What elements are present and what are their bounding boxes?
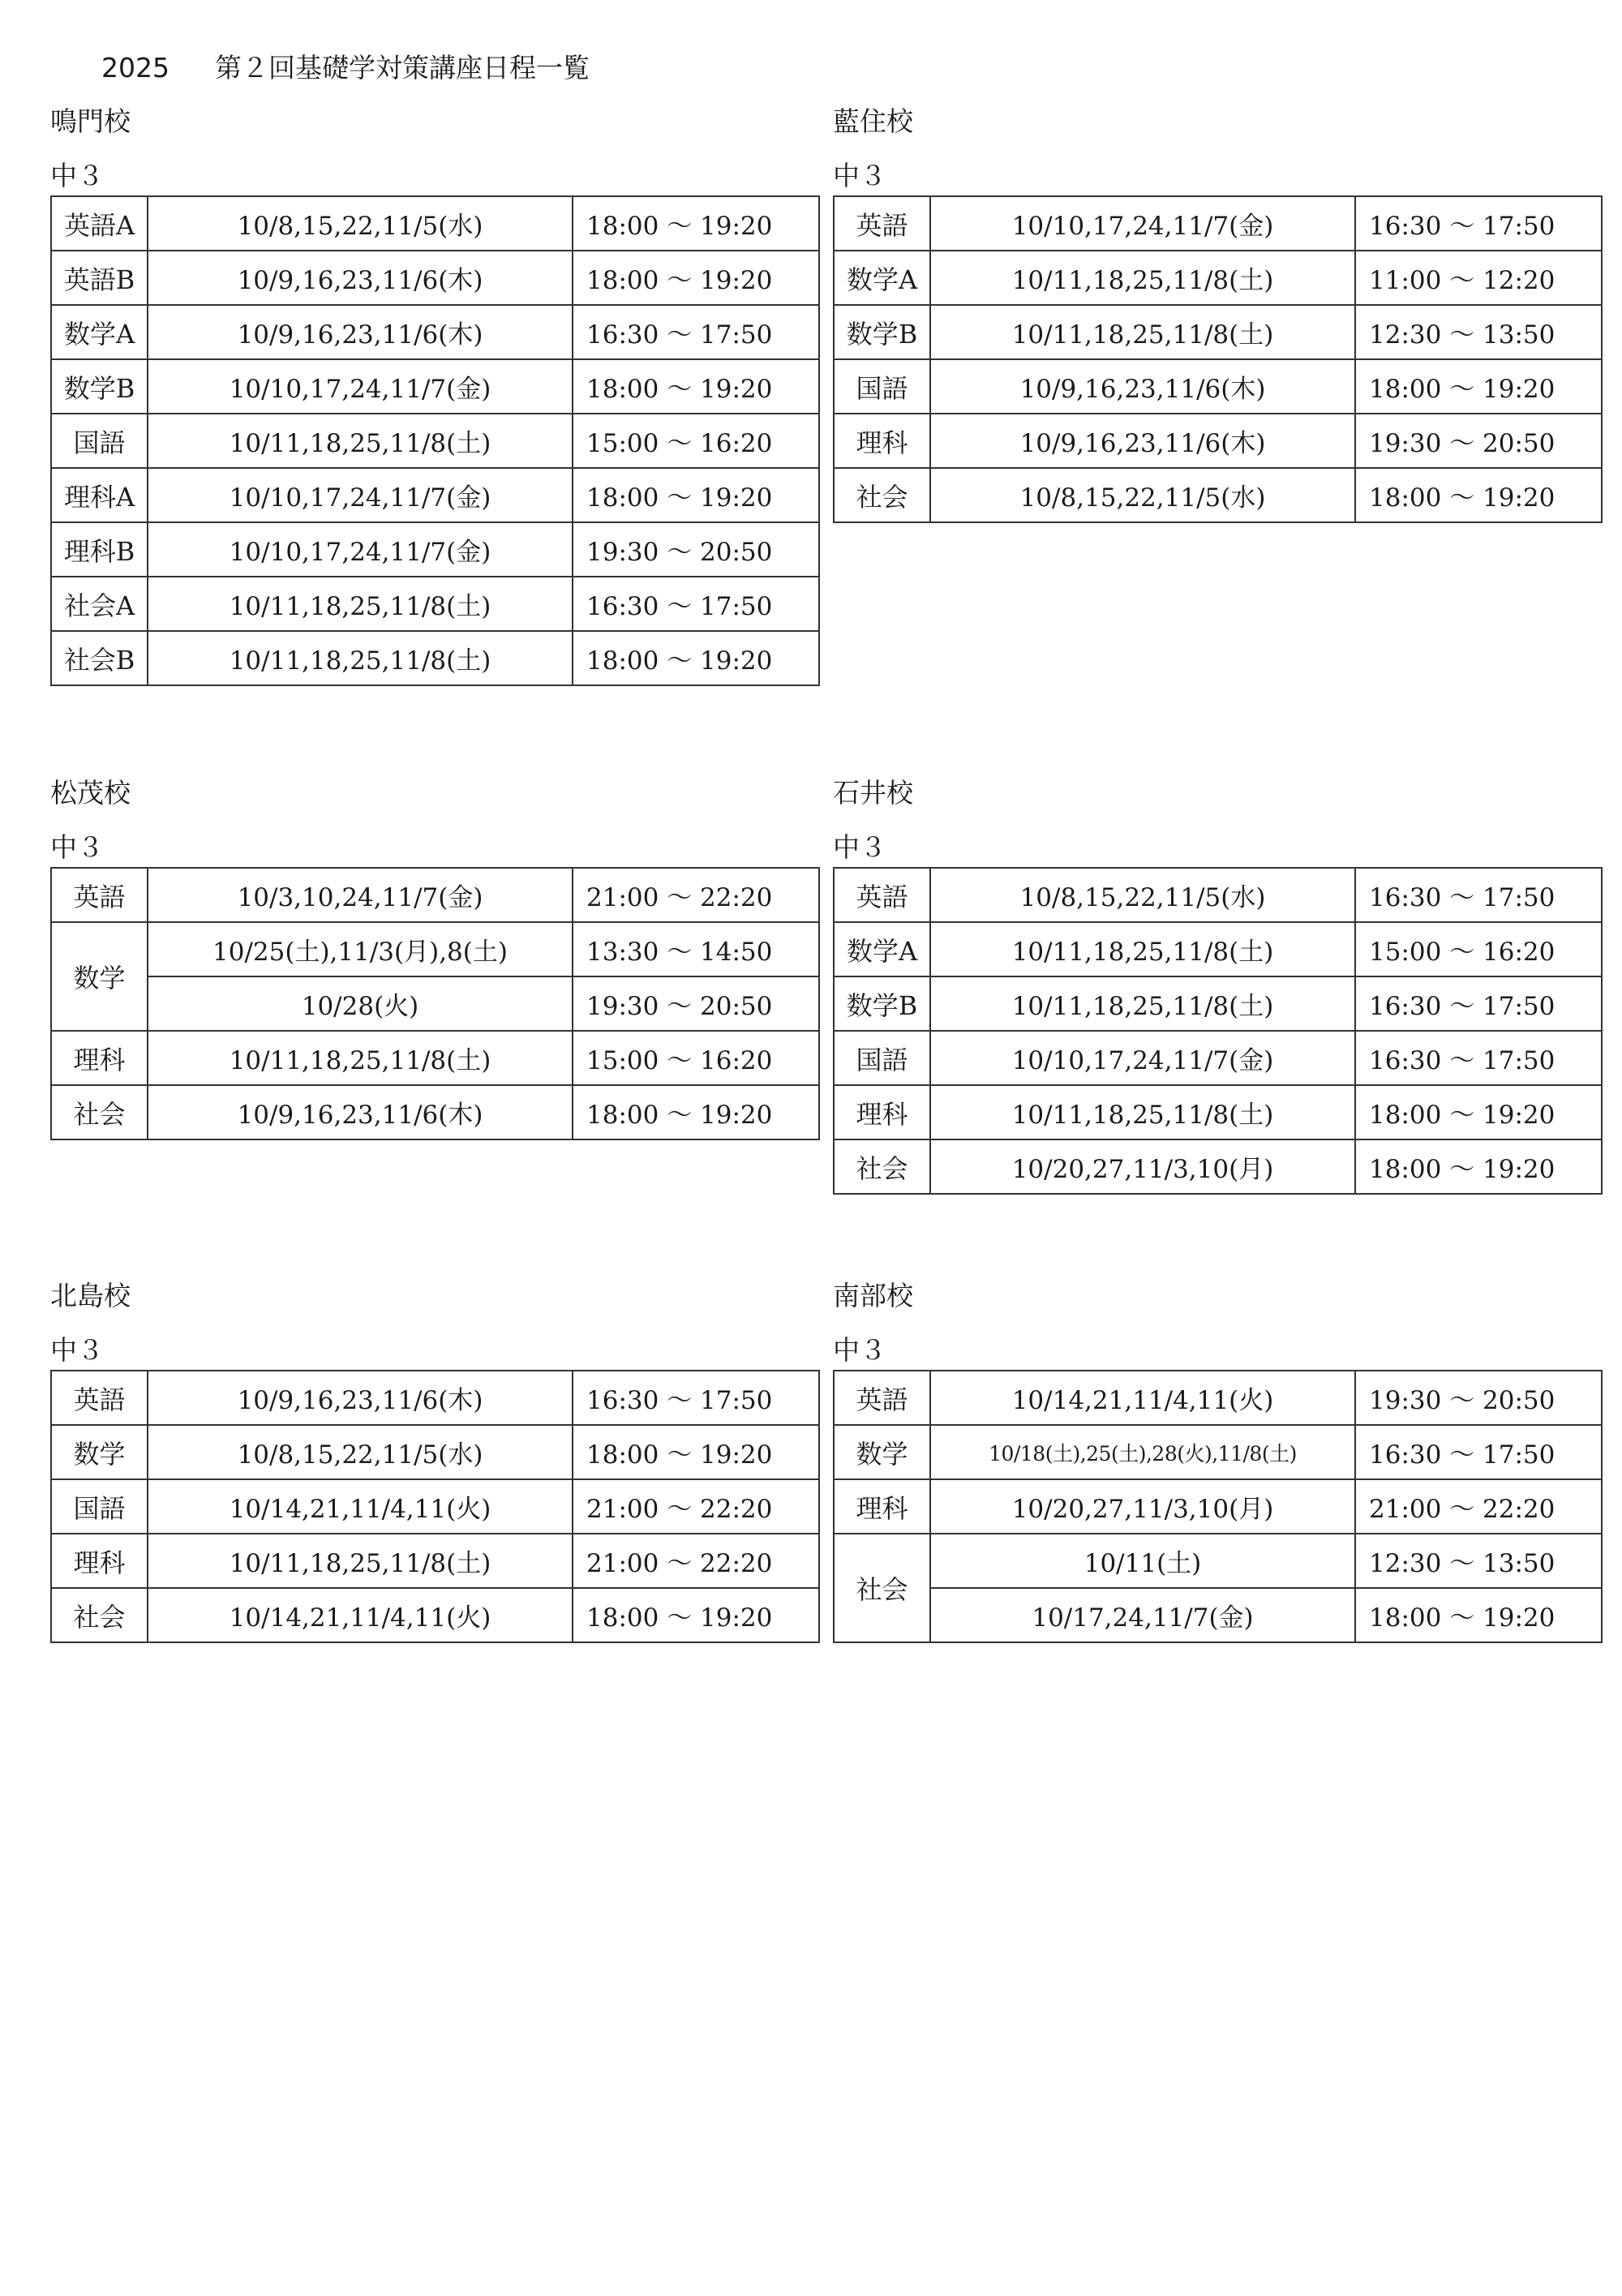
table-row (834, 468, 1602, 522)
subject-cell: 数学B (51, 359, 148, 414)
subject-cell: 社会 (51, 1588, 148, 1642)
section-matsushige (50, 775, 800, 1140)
campus-title: 鳴門校 (50, 105, 131, 137)
table-row (51, 1588, 819, 1642)
subject-cell: 英語A (51, 196, 148, 251)
schedule-table (833, 867, 1603, 1195)
time-cell: 16:30 ～ 17:50 (1355, 196, 1602, 251)
time-cell: 16:30 ～ 17:50 (1355, 976, 1602, 1031)
subject-cell: 社会 (834, 1139, 930, 1194)
time-cell: 19:30 ～ 20:50 (1355, 414, 1602, 468)
table-row (834, 251, 1602, 305)
time-cell: 18:00 ～ 19:20 (573, 1588, 819, 1642)
subject-cell: 国語 (51, 1479, 148, 1534)
dates-cell: 10/11,18,25,11/8(土) (148, 631, 573, 685)
table-row (834, 1139, 1602, 1194)
subject-cell: 理科 (51, 1534, 148, 1588)
time-cell: 18:00 ～ 19:20 (573, 468, 819, 522)
table-row (834, 1479, 1602, 1534)
time-cell: 15:00 ～ 16:20 (573, 1031, 819, 1085)
table-row (51, 922, 819, 976)
grade-label: 中３ (50, 160, 104, 191)
dates-cell: 10/8,15,22,11/5(水) (148, 196, 573, 251)
schedule-table (50, 195, 820, 686)
table-row (51, 468, 819, 522)
dates-cell: 10/11,18,25,11/8(土) (930, 922, 1355, 976)
grade-label: 中３ (833, 160, 886, 191)
schedule-table (833, 195, 1603, 523)
dates-cell: 10/11,18,25,11/8(土) (930, 1085, 1355, 1139)
subject-cell: 理科B (51, 522, 148, 577)
table-row (834, 196, 1602, 251)
time-cell: 21:00 ～ 22:20 (573, 868, 819, 922)
campus-title: 藍住校 (833, 105, 913, 137)
dates-cell: 10/14,21,11/4,11(火) (148, 1588, 573, 1642)
section-ishii (833, 775, 1583, 1195)
dates-cell: 10/28(火) (148, 976, 573, 1031)
section-naruto (50, 103, 800, 686)
table-row (834, 414, 1602, 468)
schedule-table (833, 1370, 1603, 1643)
dates-cell: 10/11,18,25,11/8(土) (930, 251, 1355, 305)
time-cell: 16:30 ～ 17:50 (573, 1371, 819, 1425)
title-text: 第２回基礎学対策講座日程一覧 (215, 52, 590, 84)
dates-cell: 10/10,17,24,11/7(金) (148, 522, 573, 577)
subject-cell: 社会 (834, 1534, 930, 1642)
subject-cell: 数学A (834, 251, 930, 305)
table-row (834, 1588, 1602, 1642)
dates-cell: 10/11,18,25,11/8(土) (148, 1031, 573, 1085)
subject-cell: 理科 (834, 1085, 930, 1139)
dates-cell: 10/20,27,11/3,10(月) (930, 1139, 1355, 1194)
dates-cell: 10/20,27,11/3,10(月) (930, 1479, 1355, 1534)
table-row (51, 196, 819, 251)
subject-cell: 数学A (834, 922, 930, 976)
dates-cell: 10/8,15,22,11/5(水) (930, 468, 1355, 522)
time-cell: 15:00 ～ 16:20 (573, 414, 819, 468)
table-row (834, 868, 1602, 922)
table-row (834, 922, 1602, 976)
section-nanbu (833, 1277, 1583, 1643)
time-cell: 18:00 ～ 19:20 (573, 631, 819, 685)
campus-title: 石井校 (833, 777, 913, 809)
subject-cell: 理科 (834, 1479, 930, 1534)
table-row (51, 1479, 819, 1534)
subject-cell: 国語 (51, 414, 148, 468)
dates-cell: 10/14,21,11/4,11(火) (930, 1371, 1355, 1425)
dates-cell: 10/8,15,22,11/5(水) (148, 1425, 573, 1479)
grade-label: 中３ (50, 1334, 104, 1366)
dates-cell: 10/10,17,24,11/7(金) (148, 359, 573, 414)
dates-cell: 10/10,17,24,11/7(金) (148, 468, 573, 522)
campus-title: 松茂校 (50, 777, 131, 809)
subject-cell: 数学 (834, 1425, 930, 1479)
dates-cell: 10/11,18,25,11/8(土) (148, 577, 573, 631)
table-row (51, 1085, 819, 1139)
time-cell: 16:30 ～ 17:50 (1355, 1031, 1602, 1085)
subject-cell: 国語 (834, 1031, 930, 1085)
time-cell: 16:30 ～ 17:50 (1355, 1425, 1602, 1479)
table-row (51, 251, 819, 305)
subject-cell: 社会 (51, 1085, 148, 1139)
title-year: 2025 (101, 52, 169, 84)
dates-cell: 10/17,24,11/7(金) (930, 1588, 1355, 1642)
time-cell: 21:00 ～ 22:20 (1355, 1479, 1602, 1534)
table-row (834, 1031, 1602, 1085)
subject-cell: 理科A (51, 468, 148, 522)
subject-cell: 社会B (51, 631, 148, 685)
table-row (51, 1031, 819, 1085)
dates-cell: 10/18(土),25(土),28(火),11/8(土) (930, 1425, 1355, 1479)
page-title (101, 47, 590, 85)
time-cell: 19:30 ～ 20:50 (573, 976, 819, 1031)
table-row (51, 1534, 819, 1588)
grade-label: 中３ (833, 1334, 886, 1366)
time-cell: 18:00 ～ 19:20 (1355, 1139, 1602, 1194)
schedule-table (50, 867, 820, 1140)
table-row (834, 305, 1602, 359)
subject-cell: 国語 (834, 359, 930, 414)
table-row (51, 631, 819, 685)
time-cell: 16:30 ～ 17:50 (1355, 868, 1602, 922)
dates-cell: 10/8,15,22,11/5(水) (930, 868, 1355, 922)
dates-cell: 10/9,16,23,11/6(木) (930, 414, 1355, 468)
table-row (51, 577, 819, 631)
time-cell: 19:30 ～ 20:50 (573, 522, 819, 577)
subject-cell: 英語 (834, 196, 930, 251)
table-row (51, 976, 819, 1031)
dates-cell: 10/11,18,25,11/8(土) (930, 305, 1355, 359)
subject-cell: 英語B (51, 251, 148, 305)
subject-cell: 数学 (51, 1425, 148, 1479)
time-cell: 12:30 ～ 13:50 (1355, 305, 1602, 359)
grade-label: 中３ (50, 831, 104, 863)
time-cell: 18:00 ～ 19:20 (573, 359, 819, 414)
table-row (51, 1425, 819, 1479)
dates-cell: 10/9,16,23,11/6(木) (930, 359, 1355, 414)
table-row (51, 1371, 819, 1425)
time-cell: 16:30 ～ 17:50 (573, 305, 819, 359)
table-row (834, 359, 1602, 414)
time-cell: 18:00 ～ 19:20 (1355, 359, 1602, 414)
campus-title: 南部校 (833, 1280, 913, 1311)
campus-title: 北島校 (50, 1280, 131, 1311)
time-cell: 16:30 ～ 17:50 (573, 577, 819, 631)
time-cell: 21:00 ～ 22:20 (573, 1479, 819, 1534)
dates-cell: 10/9,16,23,11/6(木) (148, 1085, 573, 1139)
table-row (51, 522, 819, 577)
dates-cell: 10/10,17,24,11/7(金) (930, 196, 1355, 251)
dates-cell: 10/9,16,23,11/6(木) (148, 1371, 573, 1425)
time-cell: 12:30 ～ 13:50 (1355, 1534, 1602, 1588)
subject-cell: 理科 (51, 1031, 148, 1085)
table-row (51, 868, 819, 922)
time-cell: 18:00 ～ 19:20 (573, 251, 819, 305)
dates-cell: 10/11,18,25,11/8(土) (148, 1534, 573, 1588)
table-row (834, 1085, 1602, 1139)
time-cell: 21:00 ～ 22:20 (573, 1534, 819, 1588)
subject-cell: 数学A (51, 305, 148, 359)
subject-cell: 英語 (834, 868, 930, 922)
time-cell: 18:00 ～ 19:20 (573, 196, 819, 251)
time-cell: 19:30 ～ 20:50 (1355, 1371, 1602, 1425)
subject-cell: 英語 (51, 868, 148, 922)
section-aizumi (833, 103, 1583, 523)
table-row (51, 359, 819, 414)
subject-cell: 数学B (834, 976, 930, 1031)
dates-cell: 10/25(土),11/3(月),8(土) (148, 922, 573, 976)
schedule-table (50, 1370, 820, 1643)
time-cell: 13:30 ～ 14:50 (573, 922, 819, 976)
dates-cell: 10/3,10,24,11/7(金) (148, 868, 573, 922)
dates-cell: 10/11(土) (930, 1534, 1355, 1588)
dates-cell: 10/14,21,11/4,11(火) (148, 1479, 573, 1534)
time-cell: 18:00 ～ 19:20 (1355, 468, 1602, 522)
grade-label: 中３ (833, 831, 886, 863)
table-row (51, 305, 819, 359)
subject-cell: 理科 (834, 414, 930, 468)
time-cell: 18:00 ～ 19:20 (573, 1085, 819, 1139)
table-row (51, 414, 819, 468)
time-cell: 18:00 ～ 19:20 (1355, 1588, 1602, 1642)
dates-cell: 10/11,18,25,11/8(土) (148, 414, 573, 468)
time-cell: 11:00 ～ 12:20 (1355, 251, 1602, 305)
table-row (834, 1425, 1602, 1479)
section-kitajima (50, 1277, 800, 1643)
time-cell: 15:00 ～ 16:20 (1355, 922, 1602, 976)
dates-cell: 10/9,16,23,11/6(木) (148, 251, 573, 305)
subject-cell: 数学B (834, 305, 930, 359)
table-row (834, 1371, 1602, 1425)
subject-cell: 社会A (51, 577, 148, 631)
table-row (834, 1534, 1602, 1588)
subject-cell: 数学 (51, 922, 148, 1031)
subject-cell: 英語 (834, 1371, 930, 1425)
table-row (834, 976, 1602, 1031)
dates-cell: 10/11,18,25,11/8(土) (930, 976, 1355, 1031)
dates-cell: 10/9,16,23,11/6(木) (148, 305, 573, 359)
time-cell: 18:00 ～ 19:20 (573, 1425, 819, 1479)
subject-cell: 英語 (51, 1371, 148, 1425)
subject-cell: 社会 (834, 468, 930, 522)
dates-cell: 10/10,17,24,11/7(金) (930, 1031, 1355, 1085)
time-cell: 18:00 ～ 19:20 (1355, 1085, 1602, 1139)
